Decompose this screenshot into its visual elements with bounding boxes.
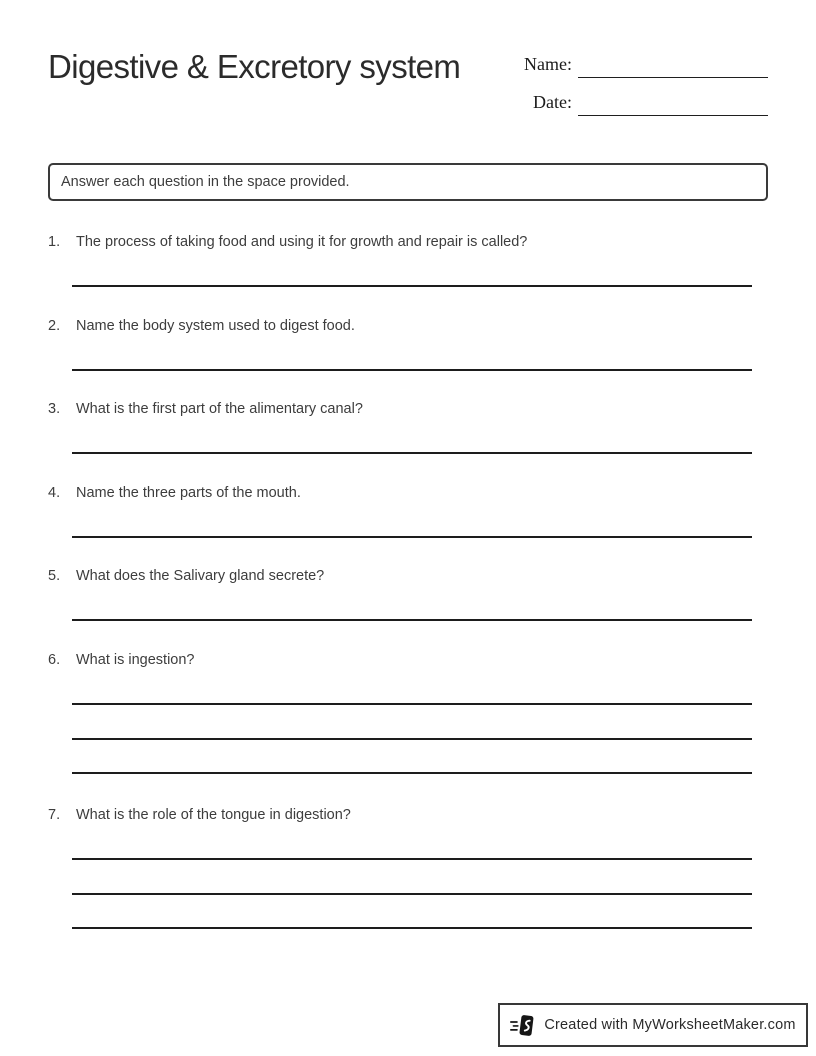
question-text: What is the role of the tongue in digestion? (76, 807, 351, 823)
question-text: The process of taking food and using it for growth and repair is called? (76, 234, 528, 250)
footer-badge[interactable] (498, 1003, 808, 1047)
name-field-line (578, 77, 768, 78)
question-item-2 (48, 316, 752, 371)
question-number: 1. (48, 234, 61, 250)
header-fields (508, 52, 768, 128)
answer-line (72, 619, 752, 621)
question-number: 3. (48, 401, 61, 417)
question-item-1 (48, 232, 752, 287)
date-field-label: Date: (533, 92, 572, 112)
answer-line (72, 738, 752, 740)
name-field-label: Name: (524, 54, 572, 74)
answer-line (72, 285, 752, 287)
answer-line (72, 452, 752, 454)
question-text: What is ingestion? (76, 652, 195, 668)
answer-line (72, 703, 752, 705)
question-number: 6. (48, 652, 61, 668)
question-item-7 (48, 805, 752, 929)
name-field-row (508, 52, 768, 90)
question-item-6 (48, 650, 752, 774)
footer-text: Created with MyWorksheetMaker.com (544, 1017, 796, 1033)
question-item-3 (48, 399, 752, 454)
answer-line (72, 927, 752, 929)
question-number: 7. (48, 807, 61, 823)
question-text: Name the three parts of the mouth. (76, 485, 301, 501)
answer-line (72, 772, 752, 774)
question-number: 2. (48, 318, 61, 334)
question-item-5 (48, 566, 752, 621)
page-title: Digestive & Excretory system (48, 48, 461, 85)
worksheet-maker-logo-icon (510, 1013, 536, 1038)
answer-line (72, 536, 752, 538)
answer-line (72, 858, 752, 860)
date-field-row (508, 90, 768, 128)
date-field-line (578, 115, 768, 116)
question-text: What is the first part of the alimentary canal? (76, 401, 363, 417)
question-text: Name the body system used to digest food. (76, 318, 355, 334)
question-number: 5. (48, 568, 61, 584)
answer-line (72, 369, 752, 371)
instructions-text: Answer each question in the space provided. (61, 174, 350, 190)
instructions-box (48, 163, 768, 201)
question-text: What does the Salivary gland secrete? (76, 568, 325, 584)
question-number: 4. (48, 485, 61, 501)
answer-line (72, 893, 752, 895)
question-item-4 (48, 483, 752, 538)
